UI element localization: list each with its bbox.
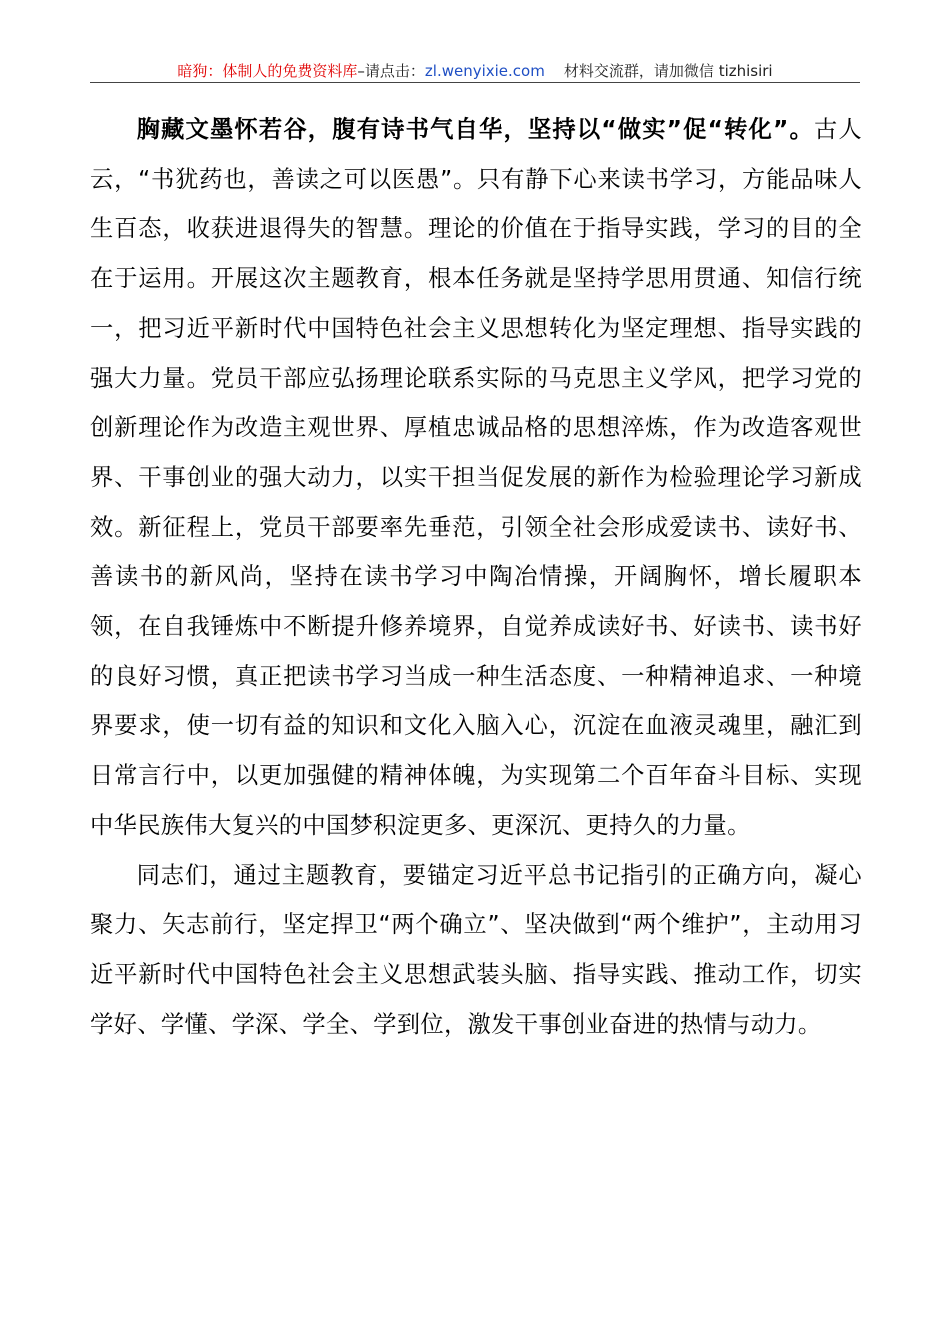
header-wechat-note: 材料交流群，请加微信 tizhisiri — [563, 62, 773, 80]
header-url-link[interactable]: zl.wenyixie.com — [424, 62, 545, 80]
header-click-prompt: –请点击： — [357, 62, 425, 80]
document-body — [90, 105, 862, 1049]
paragraph-1 — [90, 105, 862, 851]
header-site-name[interactable]: 暗狗：体制人的免费资料库 — [177, 62, 358, 80]
paragraph-2 — [90, 851, 862, 1050]
page-header — [90, 60, 860, 82]
paragraph-1-lead: 胸藏文墨怀若谷，腹有诗书气自华，坚持以“做实”促“转化”。 — [136, 116, 814, 143]
paragraph-1-text: 古人云，“书犹药也，善读之可以医愚”。只有静下心来读书学习，方能品味人生百态，收获进退得失的智慧。理论的价值在于指导实践，学习的目的全在于运用。开展这次主题教育，根本任务就是坚持学思用贯通、知信行统一，把习近平新时代中国特色社会主义思想转化为坚定理想、指导实践的强大力量。党员干部应弘扬理论联系实际的马克思主义学风，把学习党的创新理论作为改造主观世界、厚植忠诚品格的思想淬炼，作为改造客观世界、干事创业的强大动力，以实干担当促发展的新作为检验理论学习新成效。新征程上，党员干部要率先垂范，引领全社会形成爱读书、读好书、善读书的新风尚，坚持在读书学习中陶冶情操，开阔胸怀，增长履职本领，在自我锤炼中不断提升修养境界，自觉养成读好书、好读书、读书好的良好习惯，真正把读书学习当成一种生活态度、一种精神追求、一种境界要求，使一切有益的知识和文化入脑入心，沉淀在血液灵魂里，融汇到日常言行中，以更加强健的精神体魄，为实现第二个百年奋斗目标、实现中华民族伟大复兴的中国梦积淀更多、更深沉、更持久的力量。 — [90, 116, 862, 839]
header-divider — [90, 82, 860, 83]
paragraph-2-text: 同志们，通过主题教育，要锚定习近平总书记指引的正确方向，凝心聚力、矢志前行，坚定捍卫“两个确立”、坚决做到“两个维护”，主动用习近平新时代中国特色社会主义思想武装头脑、指导实践、推动工作，切实学好、学懂、学深、学全、学到位，激发干事创业奋进的热情与动力。 — [90, 861, 862, 1038]
